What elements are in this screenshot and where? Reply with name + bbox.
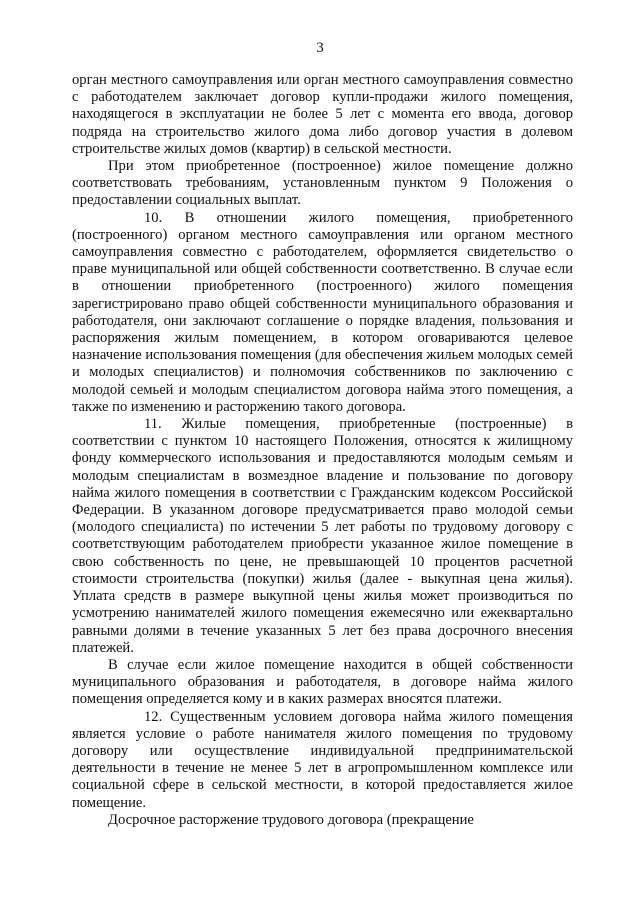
paragraph-text: Жилые помещения, приобретенные (построенные) в соответствии с пунктом 10 настоящего Положения, относятся к жилищному фонду коммерческого использования и предоставляются молодым семьям и молодым специалистам в возмездное владение и пользование по договору найма жилого помещения в соответствии с Гражданским кодексом Российской Федерации. В указанном договоре предусматривается право молодой семьи (молодого специалиста) по истечении 5 лет работы по трудовому договору с соответствующим работодателем приобрести указанное жилое помещение в свою собственность по цене, не превышающей 10 процентов расчетной стоимости строительства (покупки) жилья (далее - выкупная цена жилья). Уплата средств в размере выкупной цены жилья может производиться по усмотрению нанимателей жилого помещения ежемесячно или ежеквартально равными долями в течение указанных 5 лет без права досрочного внесения платежей.: [72, 416, 573, 656]
paragraph-number: 12.: [144, 708, 163, 725]
paragraph-number: 10.: [144, 209, 163, 226]
paragraph-text: В отношении жилого помещения, приобретенного (построенного) органом местного самоуправления или органом местного самоуправления совместно с работодателем, оформляется свидетельство о праве муниципальной или общей собственности соответственно. В случае если в отношении приобретенного (построенного) жилого помещения зарегистрировано право общей собственности муниципального образования и работодателя, они заключают соглашение о порядке владения, пользования и распоряжения жилым помещением, в котором оговариваются целевое назначение использования помещения (для обеспечения жильем молодых семей и молодых специалистов) и полномочия собственников по заключению с молодой семьей и молодым специалистом договора найма этого помещения, а также по изменению и расторжению такого договора.: [72, 209, 573, 415]
paragraph-text: При этом приобретенное (построенное) жилое помещение должно соответствовать требованиям, установленным пунктом 9 Положения о предоставлении социальных выплат.: [72, 158, 573, 209]
document-body: [72, 72, 573, 829]
paragraph-item-11: [72, 416, 573, 657]
paragraph: [72, 657, 573, 709]
paragraph-number: 11.: [144, 416, 162, 433]
paragraph-continuation: [72, 72, 573, 158]
paragraph-text: Досрочное расторжение трудового договора (прекращение: [108, 811, 474, 828]
paragraph-item-10: [72, 210, 573, 416]
paragraph-item-12: [72, 709, 573, 812]
paragraph-truncated: [72, 812, 573, 829]
paragraph-text: В случае если жилое помещение находится в общей собственности муниципального образования и работодателя, в договоре найма жилого помещения определяется кому и в каких размерах вносятся платежи.: [72, 656, 573, 708]
paragraph-text: Существенным условием договора найма жилого помещения является условие о работе нанимателя жилого помещения по трудовому договору или осуществление индивидуальной предпринимательской деятельности в течение не менее 5 лет в агропромышленном комплексе или социальной сфере в сельской местности, в которой предоставляется жилое помещение.: [72, 708, 573, 811]
paragraph: [72, 158, 573, 210]
page-number: 3: [316, 40, 324, 56]
paragraph-text: орган местного самоуправления или орган местного самоуправления совместно с работодателем заключает договор купли-продажи жилого помещения, находящегося в эксплуатации не более 5 лет с момента его ввода, договор подряда на строительство жилого дома либо договор участия в долевом строительстве жилых домов (квартир) в сельской местности.: [72, 72, 573, 157]
